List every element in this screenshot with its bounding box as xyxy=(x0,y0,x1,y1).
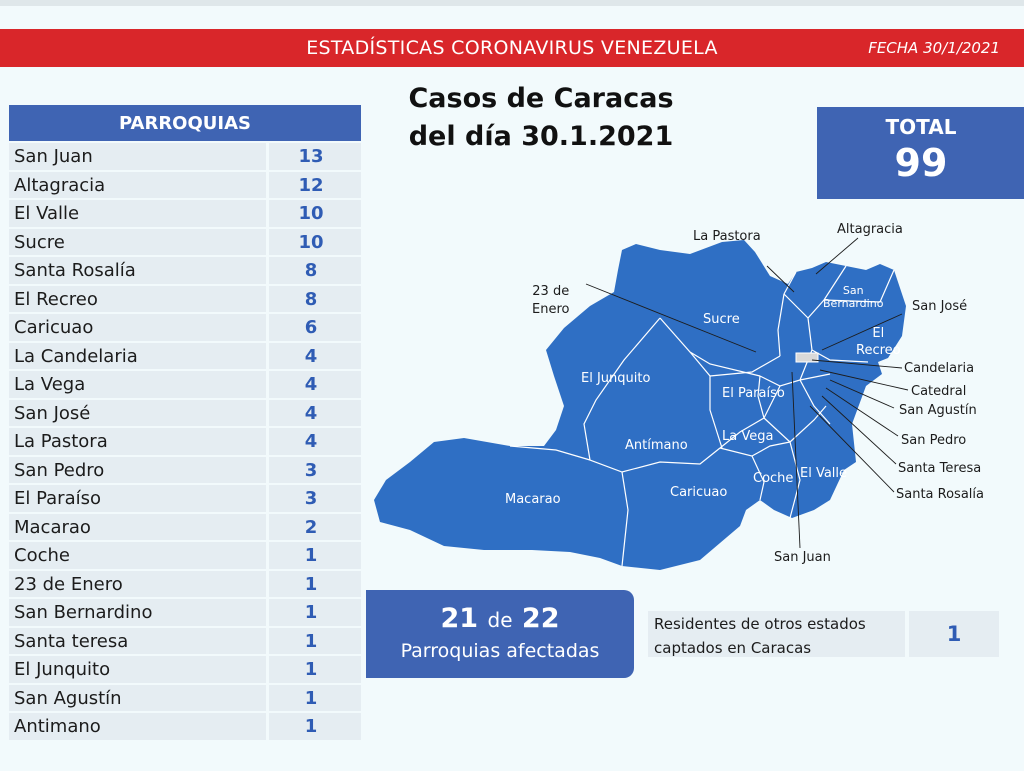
parroquia-row xyxy=(9,371,361,398)
region-sucre: Sucre xyxy=(703,312,740,327)
parroquia-name: La Vega xyxy=(9,371,266,398)
parroquia-count: 4 xyxy=(269,343,361,370)
parroquia-name: Caricuao xyxy=(9,314,266,341)
affected-total: 22 xyxy=(521,603,560,634)
region-el-valle: El Valle xyxy=(800,466,848,481)
parroquia-count: 1 xyxy=(269,713,361,740)
map-title xyxy=(395,80,687,156)
callout-santa-teresa: Santa Teresa xyxy=(898,461,982,476)
residents-value: 1 xyxy=(909,611,999,657)
parroquia-row xyxy=(9,656,361,683)
parroquia-count: 3 xyxy=(269,485,361,512)
region-el-recreo-line2: Recreo xyxy=(856,343,901,358)
parroquia-row xyxy=(9,143,361,170)
parroquia-name: San José xyxy=(9,400,266,427)
total-label: TOTAL xyxy=(885,115,957,139)
parroquia-count: 1 xyxy=(269,628,361,655)
region-san-bernardino-line2: Bernardino xyxy=(823,297,884,310)
affected-label: Parroquias afectadas xyxy=(400,640,600,662)
affected-count: 21 xyxy=(440,603,479,634)
callout-san-agustin: San Agustín xyxy=(899,403,977,418)
parroquia-row xyxy=(9,599,361,626)
callout-altagracia: Altagracia xyxy=(837,222,903,237)
callout-san-pedro: San Pedro xyxy=(901,433,967,448)
parroquia-name: La Candelaria xyxy=(9,343,266,370)
parroquia-name: El Junquito xyxy=(9,656,266,683)
top-strip xyxy=(0,0,1024,6)
parroquia-name: San Pedro xyxy=(9,457,266,484)
region-el-junquito: El Junquito xyxy=(581,371,651,386)
parroquia-count: 1 xyxy=(269,656,361,683)
parroquia-row xyxy=(9,200,361,227)
parroquia-row xyxy=(9,314,361,341)
caracas-map xyxy=(360,210,1024,580)
parroquia-row xyxy=(9,542,361,569)
region-el-recreo-line1: El xyxy=(872,326,885,341)
affected-count-line xyxy=(366,603,634,634)
parroquia-count: 4 xyxy=(269,400,361,427)
parroquia-count: 10 xyxy=(269,229,361,256)
callout-23-de-enero-line1: 23 de xyxy=(532,284,570,299)
region-antimano: Antímano xyxy=(625,438,688,453)
callout-la-pastora: La Pastora xyxy=(693,229,761,244)
region-macarao: Macarao xyxy=(505,492,561,507)
parroquia-row xyxy=(9,514,361,541)
callout-candelaria: Candelaria xyxy=(904,361,975,376)
parroquia-count: 8 xyxy=(269,257,361,284)
callout-23-de-enero-line2: Enero xyxy=(532,302,570,317)
residents-box xyxy=(648,611,905,657)
parroquia-count: 4 xyxy=(269,371,361,398)
parroquia-row xyxy=(9,685,361,712)
region-san-bernardino xyxy=(823,284,883,310)
parroquia-name: 23 de Enero xyxy=(9,571,266,598)
header-banner xyxy=(0,29,1024,67)
parroquia-name: Santa teresa xyxy=(9,628,266,655)
region-san-bernardino-line1: San xyxy=(842,284,864,297)
parroquia-count: 1 xyxy=(269,542,361,569)
parroquia-name: San Agustín xyxy=(9,685,266,712)
parroquia-name: El Paraíso xyxy=(9,485,266,512)
region-caricuao: Caricuao xyxy=(670,485,728,500)
parroquia-name: Santa Rosalía xyxy=(9,257,266,284)
parroquia-name: El Recreo xyxy=(9,286,266,313)
callout-catedral: Catedral xyxy=(911,384,967,399)
parroquia-count: 1 xyxy=(269,571,361,598)
parroquia-count: 13 xyxy=(269,143,361,170)
parroquias-header: PARROQUIAS xyxy=(9,105,361,141)
callout-san-juan: San Juan xyxy=(774,550,831,565)
region-el-recreo xyxy=(856,327,901,358)
callout-23-de-enero xyxy=(532,284,569,317)
parroquia-row xyxy=(9,713,361,740)
parroquia-name: El Valle xyxy=(9,200,266,227)
parroquia-row xyxy=(9,257,361,284)
parroquia-row xyxy=(9,343,361,370)
parroquia-row xyxy=(9,457,361,484)
parroquia-count: 10 xyxy=(269,200,361,227)
parroquia-name: Sucre xyxy=(9,229,266,256)
affected-de: de xyxy=(487,608,513,632)
parroquia-name: Macarao xyxy=(9,514,266,541)
parroquia-count: 1 xyxy=(269,685,361,712)
header-title: ESTADÍSTICAS CORONAVIRUS VENEZUELA xyxy=(306,37,718,59)
parroquias-table xyxy=(9,105,361,740)
residents-line1: Residentes de otros estados xyxy=(654,615,866,633)
parroquia-count: 4 xyxy=(269,428,361,455)
parroquia-count: 2 xyxy=(269,514,361,541)
total-box xyxy=(817,107,1024,199)
parroquia-count: 6 xyxy=(269,314,361,341)
map-title-line2: del día 30.1.2021 xyxy=(408,121,674,152)
map-title-line1: Casos de Caracas xyxy=(408,83,674,114)
parroquia-count: 8 xyxy=(269,286,361,313)
parroquia-name: Coche xyxy=(9,542,266,569)
callout-san-jose: San José xyxy=(912,299,968,314)
parroquia-row xyxy=(9,485,361,512)
parroquia-count: 1 xyxy=(269,599,361,626)
region-la-vega: La Vega xyxy=(722,429,774,444)
region-coche: Coche xyxy=(753,471,794,486)
parroquia-name: San Bernardino xyxy=(9,599,266,626)
affected-box xyxy=(366,590,634,678)
parroquia-row xyxy=(9,628,361,655)
parroquia-row xyxy=(9,428,361,455)
parroquia-row xyxy=(9,571,361,598)
parroquia-row xyxy=(9,172,361,199)
parroquia-row xyxy=(9,229,361,256)
header-date: FECHA 30/1/2021 xyxy=(868,39,1000,57)
parroquia-row xyxy=(9,286,361,313)
parroquia-name: Altagracia xyxy=(9,172,266,199)
parroquia-count: 12 xyxy=(269,172,361,199)
parroquia-row xyxy=(9,400,361,427)
total-value: 99 xyxy=(894,141,948,185)
parroquia-count: 3 xyxy=(269,457,361,484)
callout-santa-rosalia: Santa Rosalía xyxy=(896,487,984,502)
parroquia-name: San Juan xyxy=(9,143,266,170)
parroquia-name: La Pastora xyxy=(9,428,266,455)
region-el-paraiso: El Paraíso xyxy=(722,386,785,401)
residents-line2: captados en Caracas xyxy=(654,639,812,657)
parroquia-name: Antimano xyxy=(9,713,266,740)
